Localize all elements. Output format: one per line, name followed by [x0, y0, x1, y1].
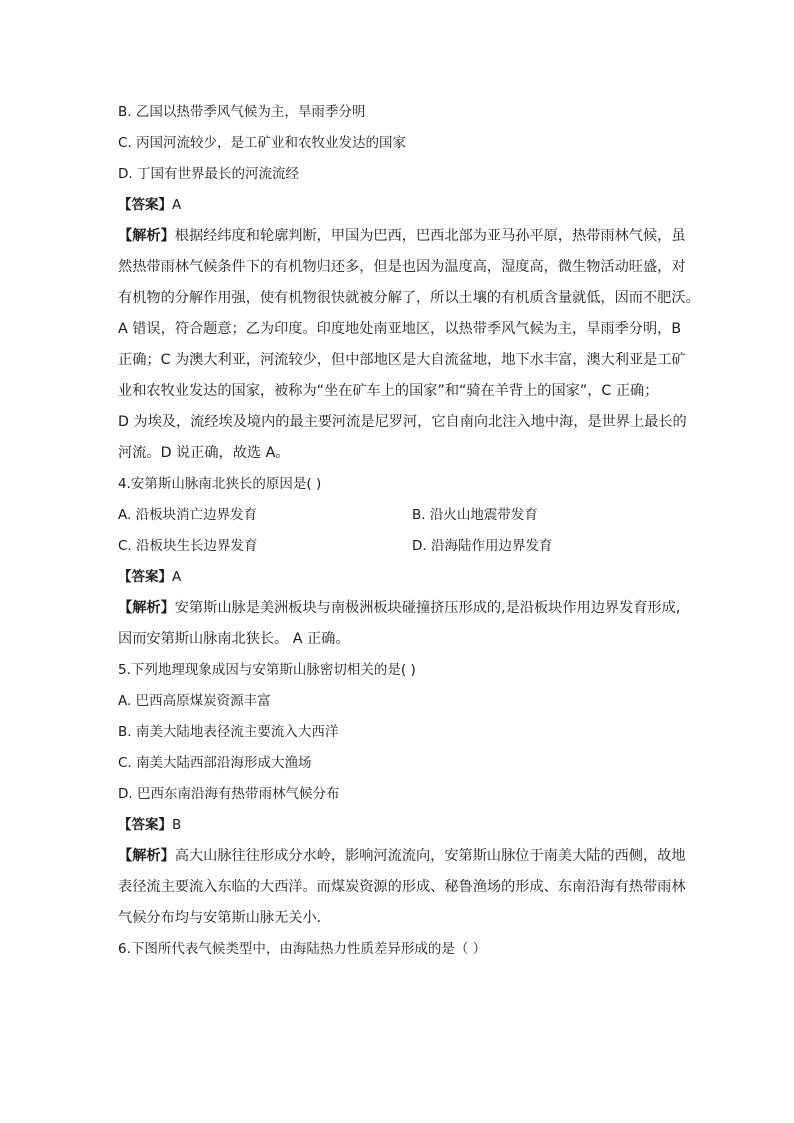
- q4-analysis-line: 因而安第斯山脉南北狭长。 A 正确。: [118, 631, 350, 647]
- q3-analysis-line: 正确；C 为澳大利亚，河流较少，但中部地区是大自流盆地，地下水丰富，澳大利亚是工矿: [118, 352, 686, 368]
- q5-option-a: A. 巴西高原煤炭资源丰富: [118, 693, 271, 709]
- answer-value: B: [172, 817, 182, 833]
- q4-option-b: B. 沿火山地震带发育: [412, 507, 538, 523]
- answer-value: A: [172, 569, 182, 585]
- q5-analysis-line: 气候分布均与安第斯山脉无关小.: [118, 910, 322, 926]
- q3-option-d: D. 丁国有世界最长的河流流经: [118, 166, 299, 182]
- answer-value: A: [172, 197, 182, 213]
- q5-answer: [118, 815, 181, 835]
- q4-option-c: C. 沿板块生长边界发育: [118, 538, 258, 554]
- q6-stem: 6.下图所代表气候类型中，由海陆热力性质差异形成的是（ ）: [118, 941, 487, 957]
- q3-analysis-line: 然热带雨林气候条件下的有机物归还多，但是也因为温度高，湿度高，微生物活动旺盛，对: [118, 259, 686, 275]
- q4-option-d: D. 沿海陆作用边界发育: [412, 538, 553, 554]
- answer-label: 【答案】: [118, 817, 172, 833]
- q3-option-b: B. 乙国以热带季风气候为主，旱雨季分明: [118, 104, 366, 120]
- q5-stem: 5.下列地理现象成因与安第斯山脉密切相关的是( ): [118, 662, 416, 678]
- q3-analysis-line: 有机物的分解作用强，使有机物很快就被分解了，所以土壤的有机质含量就低，因而不肥沃。: [118, 290, 700, 306]
- q5-analysis-line: 表径流主要流入东临的大西洋。而煤炭资源的形成、秘鲁渔场的形成、东南沿海有热带雨林: [118, 879, 686, 895]
- answer-label: 【答案】: [118, 569, 172, 585]
- q5-option-d: D. 巴西东南沿海有热带雨林气候分布: [118, 786, 340, 802]
- q3-analysis-line: D 为埃及，流经埃及境内的最主要河流是尼罗河，它自南向北注入地中海，是世界上最长的: [118, 414, 687, 430]
- q4-stem: 4.安第斯山脉南北狭长的原因是( ): [118, 476, 322, 492]
- q3-option-c: C. 丙国河流较少，是工矿业和农牧业发达的国家: [118, 135, 407, 151]
- analysis-label: 【解析】: [118, 228, 175, 244]
- q4-answer: [118, 567, 181, 587]
- q5-option-c: C. 南美大陆西部沿海形成大渔场: [118, 755, 312, 771]
- q3-answer: [118, 195, 181, 215]
- q5-analysis-line: 【解析】高大山脉往往形成分水岭，影响河流流向，安第斯山脉位于南美大陆的西侧，故地: [118, 848, 686, 864]
- q3-analysis-line: 【解析】根据经纬度和轮廓判断，甲国为巴西，巴西北部为亚马孙平原，热带雨林气候，虽: [118, 228, 686, 244]
- answer-label: 【答案】: [118, 197, 172, 213]
- q3-analysis-line: 业和农牧业发达的国家，被称为“坐在矿车上的国家”和“骑在羊背上的国家”，C 正确；: [118, 383, 659, 399]
- q3-analysis-line: 河流。D 说正确，故选 A。: [118, 445, 290, 461]
- analysis-label: 【解析】: [118, 600, 175, 616]
- q5-option-b: B. 南美大陆地表径流主要流入大西洋: [118, 724, 339, 740]
- q3-analysis-line: A 错误，符合题意；乙为印度。印度地处南亚地区，以热带季风气候为主，旱雨季分明，B: [118, 321, 682, 337]
- analysis-label: 【解析】: [118, 848, 175, 864]
- q4-option-a: A. 沿板块消亡边界发育: [118, 507, 258, 523]
- q4-analysis-line: 【解析】安第斯山脉是美洲板块与南极洲板块碰撞挤压形成的,是沿板块作用边界发育形成,: [118, 600, 681, 616]
